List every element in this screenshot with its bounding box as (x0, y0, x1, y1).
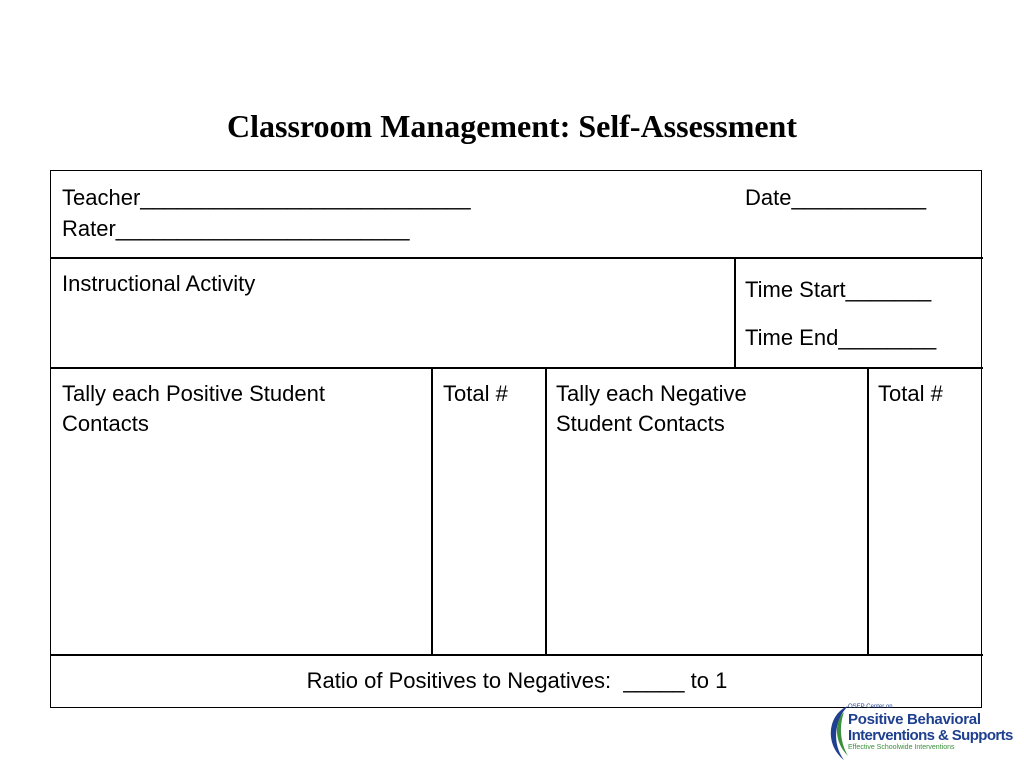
column-divider (734, 257, 736, 368)
instructional-activity-label: Instructional Activity (62, 271, 256, 296)
time-end-field[interactable]: Time End________ (745, 325, 937, 350)
column-divider (431, 367, 433, 655)
row-divider (51, 257, 983, 259)
logo-line-1: OSEP Center on (848, 704, 893, 710)
assessment-form (50, 170, 982, 708)
pbis-logo (822, 704, 1022, 764)
time-start-field[interactable]: Time Start_______ (745, 277, 932, 302)
positive-total-label: Total # (443, 381, 508, 406)
date-field[interactable]: Date___________ (745, 185, 927, 210)
logo-line-3: Interventions & Supports (848, 727, 1013, 744)
negative-contacts-label: Tally each Negative Student Contacts (556, 381, 747, 436)
positive-contacts-label: Tally each Positive Student Contacts (62, 381, 325, 436)
row-divider (51, 367, 983, 369)
page-title: Classroom Management: Self-Assessment (227, 108, 797, 144)
column-divider (545, 367, 547, 655)
logo-line-4: Effective Schoolwide Interventions (848, 744, 955, 751)
negative-total-label: Total # (878, 381, 943, 406)
rater-field[interactable]: Rater________________________ (62, 216, 410, 241)
row-divider (51, 654, 983, 656)
logo-line-2: Positive Behavioral (848, 711, 981, 728)
teacher-field[interactable]: Teacher___________________________ (62, 185, 471, 210)
column-divider (867, 367, 869, 655)
ratio-field[interactable]: Ratio of Positives to Negatives: _____ to 1 (306, 668, 728, 693)
